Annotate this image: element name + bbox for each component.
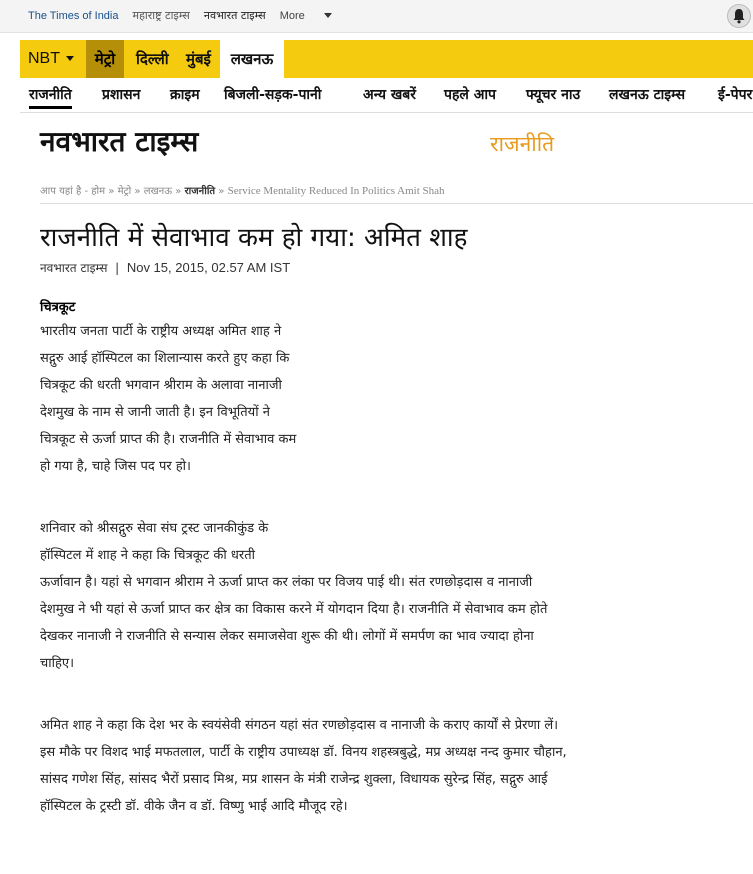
article-headline: राजनीति में सेवाभाव कम हो गया: अमित शाह <box>40 223 468 253</box>
text-line: देशमुख ने भी यहां से ऊर्जा प्राप्त कर क्षेत्र का विकास करने में योगदान दिया है। राजनीति में सेवाभाव कम होते <box>40 602 548 617</box>
city-tab-mumbai[interactable]: मुंबई <box>186 50 211 68</box>
text-line: चाहिए। <box>40 656 75 671</box>
breadcrumb-prefix: आप यहां है - <box>40 186 92 197</box>
section-tab-pehle-aap[interactable]: पहले आप <box>444 87 497 103</box>
nbt-menu[interactable] <box>28 40 74 78</box>
network-bar <box>0 0 753 33</box>
text-line: देखकर नानाजी ने राजनीति से सन्यास लेकर समाजसेवा शुरू की थी। लोगों में समर्पण का भाव ज्यादा होना <box>40 629 534 644</box>
breadcrumb-metro[interactable]: मेट्रो <box>117 186 132 197</box>
city-tab-lucknow[interactable]: लखनऊ <box>220 40 284 78</box>
article-paragraph-1 <box>40 318 350 480</box>
section-tab-politics[interactable]: राजनीति <box>29 85 72 109</box>
section-tab-administration[interactable]: प्रशासन <box>102 87 141 103</box>
article-paragraph-3 <box>40 712 752 820</box>
text-line: चित्रकूट से ऊर्जा प्राप्त की है। राजनीति में सेवाभाव कम <box>40 432 297 447</box>
breadcrumb: आप यहां है - होम » मेट्रो » लखनऊ » राजनीति » Service Mentality Reduced In Politics Amit Shah <box>40 185 445 197</box>
chevron-down-icon <box>66 56 74 61</box>
text-line: ऊर्जावान है। यहां से भगवान श्रीराम ने ऊर्जा प्राप्त कर लंका पर विजय पाई थी। संत रणछोड़दास व नानाजी <box>40 575 533 590</box>
breadcrumb-home[interactable]: होम <box>91 186 106 197</box>
divider <box>40 203 753 204</box>
city-nav-bar <box>20 40 753 78</box>
nbt-label: NBT <box>28 50 60 67</box>
breadcrumb-lucknow[interactable]: लखनऊ <box>143 186 173 197</box>
text-line: सांसद गणेश सिंह, सांसद भैरों प्रसाद मिश्र, मप्र शासन के मंत्री राजेन्द्र शुक्ला, विधायक सुरेन्द्र सिंह, सद्गुरु आई <box>40 772 548 787</box>
city-tab-delhi[interactable]: दिल्ली <box>136 50 169 68</box>
section-tab-epaper[interactable]: ई-पेपर <box>718 87 753 103</box>
section-title: राजनीति <box>490 132 555 156</box>
article-source: नवभारत टाइम्स <box>40 261 108 275</box>
city-tab-metro[interactable]: मेट्रो <box>86 40 124 78</box>
link-times-of-india[interactable]: The Times of India <box>28 9 119 22</box>
breadcrumb-article-title: Service Mentality Reduced In Politics Amit Shah <box>227 185 445 197</box>
text-line: इस मौके पर विशद भाई मफतलाल, पार्टी के राष्ट्रीय उपाध्यक्ष डॉ. विनय शहस्त्रबुद्धे, मप्र अध्यक्ष नन्द कुमार चौहान, <box>40 745 567 760</box>
more-menu[interactable] <box>280 10 346 22</box>
more-label: More <box>279 9 305 22</box>
article-paragraph-2 <box>40 515 752 677</box>
section-tab-future-now[interactable]: फ्यूचर नाउ <box>526 87 581 103</box>
article-byline <box>40 259 290 276</box>
chevron-down-icon <box>324 13 332 18</box>
notification-bell-button[interactable] <box>727 4 751 28</box>
text-line: हो गया है, चाहे जिस पद पर हो। <box>40 459 191 474</box>
section-nav <box>20 80 753 113</box>
article-date: Nov 15, 2015, 02.57 AM IST <box>126 260 291 275</box>
link-navbharat-times[interactable]: नवभारत टाइम्स <box>203 9 266 22</box>
text-line: देशमुख के नाम से जानी जाती है। इन विभूतियों ने <box>40 405 270 420</box>
section-tab-lucknow-times[interactable]: लखनऊ टाइम्स <box>609 87 686 103</box>
text-line: शनिवार को श्रीसद्गुरु सेवा संघ ट्रस्ट जानकीकुंड के <box>40 521 269 536</box>
text-line: हॉस्पिटल में शाह ने कहा कि चित्रकूट की धरती <box>40 548 255 563</box>
article-dateline: चित्रकूट <box>40 300 76 315</box>
site-logo[interactable]: नवभारत टाइम्स <box>40 125 199 158</box>
section-tab-utilities[interactable]: बिजली-सड़क-पानी <box>224 87 322 103</box>
bell-icon <box>732 8 746 24</box>
text-line: सद्गुरु आई हॉस्पिटल का शिलान्यास करते हुए कहा कि <box>40 351 290 366</box>
section-tab-crime[interactable]: क्राइम <box>170 87 200 103</box>
text-line: अमित शाह ने कहा कि देश भर के स्वयंसेवी संगठन यहां संत रणछोड़दास व नानाजी के कराए कार्यों से प्रेरणा लें। <box>40 718 559 733</box>
section-tab-other-news[interactable]: अन्य खबरें <box>363 87 416 103</box>
text-line: हॉस्पिटल के ट्रस्टी डॉ. वीके जैन व डॉ. विष्णु भाई आदि मौजूद रहे। <box>40 799 348 814</box>
breadcrumb-politics[interactable]: राजनीति <box>184 186 216 197</box>
text-line: चित्रकूट की धरती भगवान श्रीराम के अलावा नानाजी <box>40 378 282 393</box>
byline-separator: | <box>111 261 123 275</box>
text-line: भारतीय जनता पार्टी के राष्ट्रीय अध्यक्ष अमित शाह ने <box>40 324 282 339</box>
link-maharashtra-times[interactable]: महाराष्ट्र टाइम्स <box>132 9 190 22</box>
